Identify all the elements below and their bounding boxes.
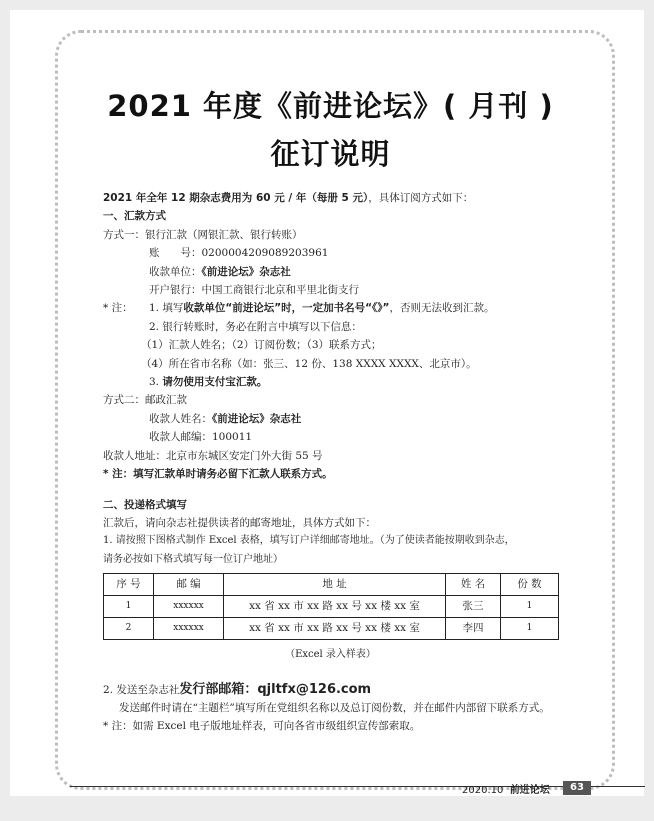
header-cell: 姓 名 [446,574,501,596]
header-cell: 份 数 [501,574,559,596]
step2-pre: 2. 发送至杂志社 [103,683,180,696]
cell-address: xx 省 xx 市 xx 路 xx 号 xx 楼 xx 室 [224,618,446,640]
cell-postcode: xxxxxx [154,618,224,640]
address-line: 收款人地址：北京市东城区安定门外大街 55 号 [103,449,323,462]
page-subtitle: 征订说明 [270,137,391,171]
bank-label: 开户银行： [149,284,202,297]
page-title: 2021 年度《前进论坛》( 月刊 ) [107,89,554,123]
note1-bold: 收款单位“前进论坛”时，一定加书名号“《》” [183,302,390,315]
note1-post: ，否则无法收到汇款。 [389,302,495,315]
account-value: 0200004209089203961 [201,247,329,260]
note2-row: 2. 银行转账时，务必在附言中填写以下信息： [149,320,362,333]
recipient-row [103,410,558,428]
method1-label: 方式一：银行汇款（网银汇款、银行转账） [103,228,303,241]
step2-detail: 发送邮件时请在“主题栏”填写所在党组织名称以及总订阅份数，并在邮件内部留下联系方式。 [119,701,550,714]
intro-bold: 2021 年全年 12 期杂志费用为 60 元 / 年（每册 5 元） [103,192,369,204]
table-header-row [104,574,559,596]
payee-row [103,263,558,281]
cell-copies: 1 [501,596,559,618]
section2-line1: 汇款后，请向杂志社提供读者的邮寄地址，具体方式如下： [103,516,376,529]
bank-value: 中国工商银行北京和平里北街支行 [201,284,359,297]
cell-index: 2 [104,618,154,640]
section1-heading: 一、汇款方式 [103,210,166,223]
step1-main: 1. 请按照下图格式制作 Excel 表格，填写订户详细邮寄地址。（为了使读者能按期收到杂志， [103,535,515,547]
note3-num: 3. [149,376,163,389]
payee-value: 《前进论坛》杂志社 [201,265,291,278]
postcode-label: 收款人邮编： [149,431,212,444]
note-prefix: * 注： [103,302,133,315]
step2-bold: 发行部邮箱： [179,681,258,697]
header-cell: 邮 编 [154,574,224,596]
recipient-value: 《前进论坛》杂志社 [212,412,302,425]
account-label: 账 号： [149,247,202,260]
caption-gap [103,665,558,681]
note2-b-row: （4）所在省市名称（如：张三、12 份、138 XXXX XXXX、北京市）。 [141,357,477,370]
cell-address: xx 省 xx 市 xx 路 xx 号 xx 楼 xx 室 [224,596,446,618]
cell-postcode: xxxxxx [154,596,224,618]
footer-magazine: 前进论坛 [509,785,550,796]
warning-line: * 注：填写汇款单时请务必留下汇款人联系方式。 [103,468,333,481]
recipient-label: 收款人姓名： [149,412,212,425]
document-body [103,85,558,736]
postcode-value: 100011 [212,431,253,444]
table-row [104,618,559,640]
note1-pre: 1. 填写 [149,302,184,315]
header-cell: 地 址 [224,574,446,596]
table-row [104,596,559,618]
email-address: qjltfx@126.com [257,681,372,697]
header-cell: 序 号 [104,574,154,596]
note2-a-row: （1）汇款人姓名；（2）订阅份数；（3）联系方式； [141,339,382,352]
footer-rule [70,786,645,787]
cell-copies: 1 [501,618,559,640]
address-table [103,573,559,640]
step1-cont: 请务必按如下格式填写每一位订户地址） [103,553,283,565]
intro-rest: ，具体订阅方式如下： [368,192,474,204]
intro-line [103,189,558,207]
cell-index: 1 [104,596,154,618]
bank-row [103,281,558,299]
final-note: * 注：如需 Excel 电子版地址样表，可向各省市级组织宣传部索取。 [103,720,421,733]
section-gap [103,484,558,496]
section2-heading: 二、投递格式填写 [103,498,187,511]
cell-name: 李四 [446,618,501,640]
note1-row [103,299,558,317]
cell-name: 张三 [446,596,501,618]
step2-row [103,681,558,699]
payee-label: 收款单位： [149,265,202,278]
postcode-row [103,428,558,446]
note3-bold: 请勿使用支付宝汇款。 [162,376,268,389]
note3-row [103,373,558,391]
table-caption: （Excel 录入样表） [285,649,376,661]
method2-label: 方式二：邮政汇款 [103,394,187,407]
footer-issue: 2020.10 [462,785,504,796]
page-number: 63 [563,781,591,795]
account-row [103,244,558,262]
footer [462,781,550,796]
